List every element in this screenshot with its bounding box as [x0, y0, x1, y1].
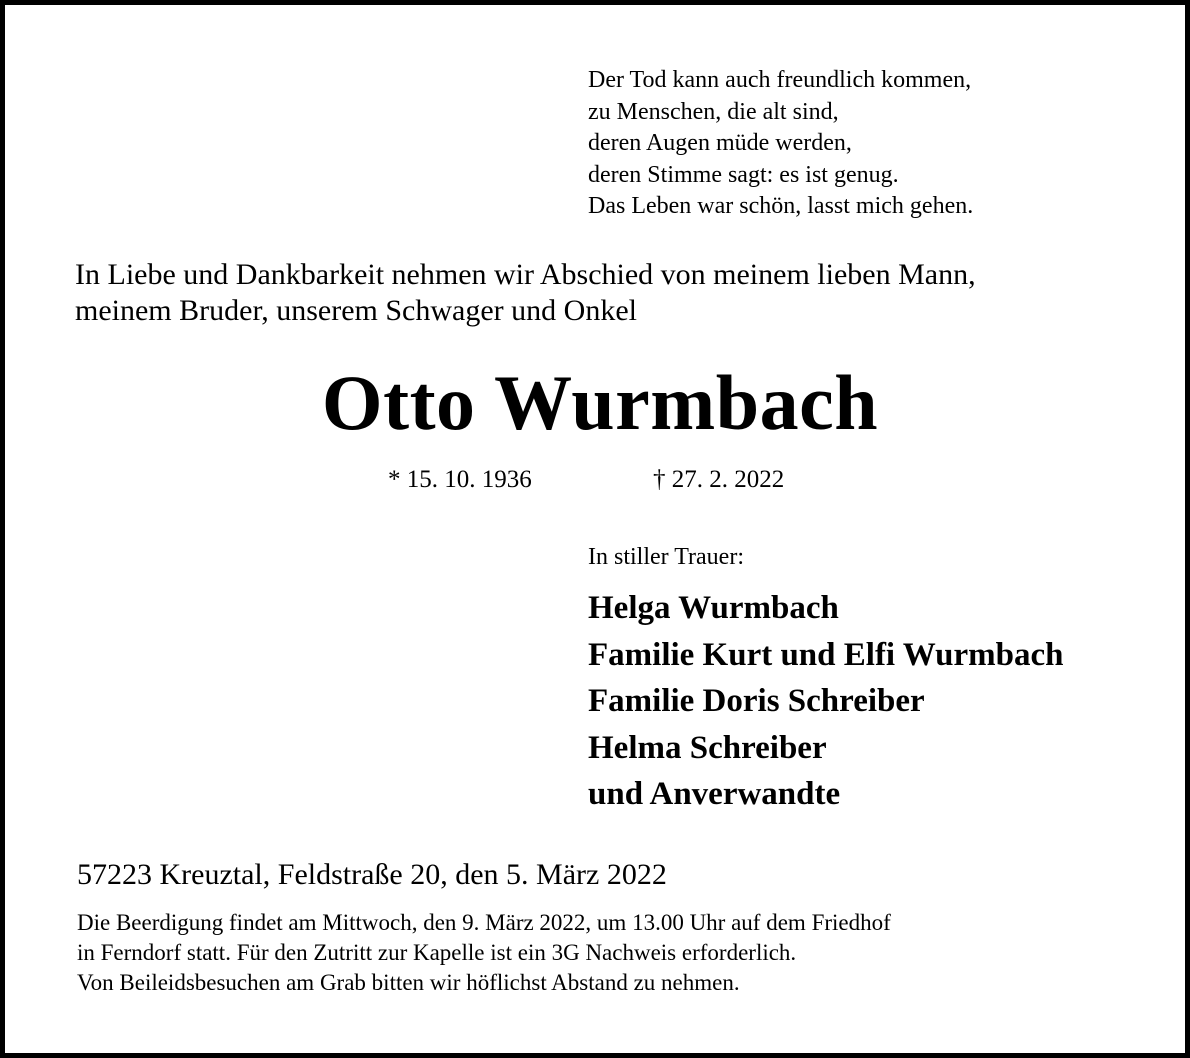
poem-line: Der Tod kann auch freundlich kommen,: [588, 67, 972, 93]
intro-line: In Liebe und Dankbarkeit nehmen wir Abschied von meinem lieben Mann,: [75, 258, 976, 291]
poem-line: zu Menschen, die alt sind,: [588, 98, 839, 125]
poem-line: Das Leben war schön, lasst mich gehen.: [588, 193, 974, 219]
deceased-name: Otto Wurmbach: [321, 359, 879, 446]
poem: [588, 65, 973, 223]
farewell-intro: [75, 257, 976, 329]
mourner-name: Familie Kurt und Elfi Wurmbach: [588, 636, 1064, 673]
mourners-list: [588, 585, 1064, 818]
mourner-name: Helma Schreiber: [588, 729, 827, 766]
death-date: † 27. 2. 2022: [653, 466, 785, 493]
funeral-info-line: in Ferndorf statt. Für den Zutritt zur Kapelle ist ein 3G Nachweis erforderlich.: [77, 940, 797, 965]
intro-line: meinem Bruder, unserem Schwager und Onkel: [75, 294, 637, 327]
place-and-date: 57223 Kreuztal, Feldstraße 20, den 5. März 2022: [77, 858, 667, 891]
mourner-name: Familie Doris Schreiber: [588, 683, 925, 719]
mourner-name: und Anverwandte: [588, 776, 841, 812]
funeral-info: [77, 908, 891, 998]
poem-line: deren Stimme sagt: es ist genug.: [588, 161, 899, 188]
funeral-info-line: Von Beileidsbesuchen am Grab bitten wir höflichst Abstand zu nehmen.: [77, 970, 740, 995]
birth-date: * 15. 10. 1936: [388, 466, 532, 493]
mourning-label: In stiller Trauer:: [588, 544, 744, 570]
poem-line: deren Augen müde werden,: [588, 130, 852, 156]
mourner-name: Helga Wurmbach: [588, 590, 839, 626]
funeral-info-line: Die Beerdigung findet am Mittwoch, den 9. März 2022, um 13.00 Uhr auf dem Friedhof: [77, 910, 891, 935]
